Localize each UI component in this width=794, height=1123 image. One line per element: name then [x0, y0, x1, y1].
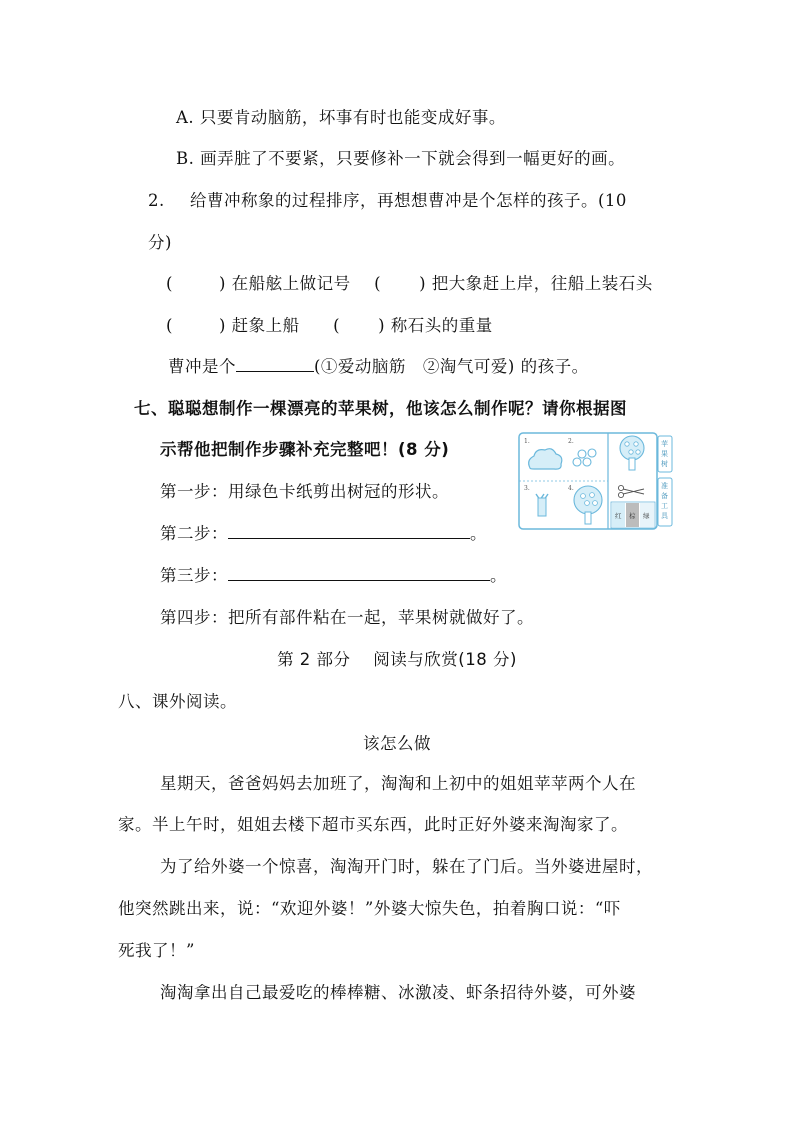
q7-heading-cont: 示帮他把制作步骤补充完整吧！(8 分): [160, 440, 450, 459]
fill-in-line: [168, 355, 589, 379]
panel-num-3: 3.: [524, 485, 530, 492]
story-line-6: 淘淘拿出自己最爱吃的棒棒糖、冰激凌、虾条招待外婆，可外婆: [160, 983, 636, 1002]
step-1: 第一步：用绿色卡纸剪出树冠的形状。: [160, 482, 449, 501]
story-line-4: 他突然跳出来，说：“欢迎外婆！”外婆大惊失色，拍着胸口说：“吓: [118, 899, 621, 918]
order-row-2: [166, 314, 493, 338]
story-line-5: 死我了！”: [118, 941, 195, 960]
step-3-label: 第三步：: [160, 566, 228, 585]
step-3: [160, 564, 507, 588]
story-line-2: 家。半上午时，姐姐去楼下超市买东西，此时正好外婆来淘淘家了。: [118, 815, 628, 834]
option-a: A. 只要肯动脑筋，坏事有时也能变成好事。: [176, 108, 506, 127]
panel-num-2: 2.: [568, 438, 574, 445]
question-2-number: 2.: [148, 191, 165, 210]
color-label-green: 绿: [643, 512, 650, 520]
fill-suffix: 的孩子。: [520, 357, 589, 376]
order-item-1: [166, 274, 356, 293]
color-label-brown: 棕: [629, 512, 636, 520]
step-2-label: 第二步：: [160, 524, 228, 543]
color-label-red: 红: [615, 512, 622, 520]
paren-close: ): [419, 274, 426, 293]
side-tag-top-text: 苹果树: [661, 440, 668, 468]
panel-num-1: 1.: [524, 438, 530, 445]
paren-close: ): [218, 316, 226, 335]
fill-options: (①爱动脑筋 ②淘气可爱): [314, 357, 515, 376]
step-3-blank[interactable]: [228, 564, 490, 581]
section-8-heading: 八、课外阅读。: [118, 692, 237, 711]
question-2-text-cont: 分): [148, 233, 172, 252]
panel-num-4: 4.: [568, 485, 574, 492]
paren-close: ): [378, 316, 385, 335]
order-item-3: [166, 316, 305, 335]
option-b: B. 画弄脏了不要紧，只要修补一下就会得到一幅更好的画。: [176, 149, 626, 168]
side-tag-bottom-text: 准备工具: [661, 482, 668, 520]
order-row-1: [166, 272, 653, 296]
apple-tree-figure: [518, 432, 674, 530]
step-3-end: 。: [490, 566, 507, 585]
order-item-4: [333, 316, 493, 335]
step-2-blank[interactable]: [228, 522, 470, 539]
order-item-label: 赶象上船: [231, 316, 300, 335]
story-title: 该怎么做: [363, 734, 431, 753]
paren-open: (: [166, 316, 173, 335]
story-line-3: 为了给外婆一个惊喜，淘淘开门时，躲在了门后。当外婆进屋时，: [160, 857, 653, 876]
order-item-label: 在船舷上做记号: [231, 274, 351, 293]
order-item-label: 称石头的重量: [390, 316, 493, 335]
step-2: [160, 522, 487, 546]
step-2-end: 。: [470, 524, 487, 543]
question-2-text: 给曹冲称象的过程排序，再想想曹冲是个怎样的孩子。(10: [190, 191, 627, 210]
story-line-1: 星期天，爸爸妈妈去加班了，淘淘和上初中的姐姐苹苹两个人在: [160, 774, 636, 793]
paren-close: ): [218, 274, 226, 293]
order-item-label: 把大象赶上岸，往船上装石头: [431, 274, 653, 293]
paren-open: (: [166, 274, 173, 293]
paren-open: (: [333, 316, 341, 335]
fill-blank[interactable]: [236, 355, 314, 372]
trunk-body-icon: [538, 498, 546, 516]
fill-prefix: 曹冲是个: [168, 357, 236, 376]
part-2-title: 第 2 部分 阅读与欣赏(18 分): [277, 650, 517, 669]
paren-open: (: [374, 274, 382, 293]
q7-heading: 七、聪聪想制作一棵漂亮的苹果树，他该怎么制作呢？请你根据图: [134, 399, 627, 418]
step-4: 第四步：把所有部件粘在一起，苹果树就做好了。: [160, 608, 534, 627]
order-item-2: [374, 274, 653, 293]
